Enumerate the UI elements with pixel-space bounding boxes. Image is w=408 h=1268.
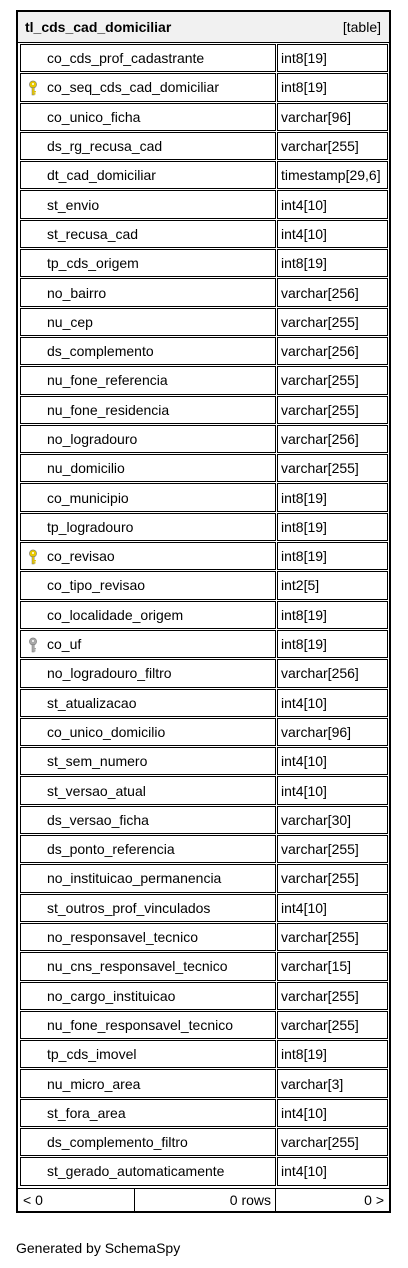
column-list: [18, 43, 389, 1188]
column-row: [20, 1040, 388, 1068]
column-row: [20, 659, 388, 687]
column-name: nu_micro_area: [47, 1075, 141, 1092]
column-name: co_uf: [47, 636, 82, 653]
column-name: ds_rg_recusa_cad: [47, 138, 163, 155]
column-name: co_revisao: [47, 548, 115, 565]
column-row: [20, 161, 388, 189]
column-row: [20, 190, 388, 218]
column-type: varchar[255]: [277, 366, 388, 394]
column-name: nu_fone_referencia: [47, 372, 168, 389]
column-name: tp_logradouro: [47, 518, 134, 535]
column-name: st_fora_area: [47, 1104, 126, 1121]
column-name-cell: [20, 366, 276, 394]
column-row: [20, 278, 388, 306]
column-row: [20, 835, 388, 863]
column-name: no_cargo_instituicao: [47, 987, 176, 1004]
column-name: st_gerado_automaticamente: [47, 1163, 225, 1180]
column-row: [20, 366, 388, 394]
column-name: st_versao_atual: [47, 782, 146, 799]
column-name: nu_fone_residencia: [47, 401, 170, 418]
column-row: [20, 103, 388, 131]
column-type: varchar[3]: [277, 1069, 388, 1097]
column-name: ds_versao_ficha: [47, 811, 149, 828]
column-name: ds_ponto_referencia: [47, 841, 175, 858]
column-row: [20, 894, 388, 922]
column-row: [20, 571, 388, 599]
column-name-cell: [20, 659, 276, 687]
column-name-cell: [20, 630, 276, 658]
column-type: int8[19]: [277, 601, 388, 629]
column-name-cell: [20, 278, 276, 306]
column-type: varchar[255]: [277, 132, 388, 160]
column-type: varchar[255]: [277, 308, 388, 336]
column-row: [20, 1011, 388, 1039]
column-name: no_bairro: [47, 284, 107, 301]
primary-key-icon: [27, 549, 41, 565]
column-name: tp_cds_imovel: [47, 1046, 137, 1063]
column-type: int4[10]: [277, 689, 388, 717]
column-name-cell: [20, 601, 276, 629]
column-name: tp_cds_origem: [47, 255, 139, 272]
column-name-cell: [20, 73, 276, 101]
column-name: dt_cad_domiciliar: [47, 167, 156, 184]
column-name-cell: [20, 1040, 276, 1068]
column-name: nu_cep: [47, 313, 93, 330]
column-name: no_logradouro: [47, 431, 138, 447]
column-type: varchar[30]: [277, 806, 388, 834]
column-type: varchar[255]: [277, 396, 388, 424]
column-name-cell: [20, 542, 276, 570]
table-header: [18, 12, 389, 43]
column-type: varchar[255]: [277, 1128, 388, 1156]
column-type: int8[19]: [277, 630, 388, 658]
column-row: [20, 308, 388, 336]
column-name-cell: [20, 337, 276, 365]
column-row: [20, 952, 388, 980]
column-row: [20, 1128, 388, 1156]
column-type: varchar[96]: [277, 718, 388, 746]
column-name-cell: [20, 132, 276, 160]
column-row: [20, 542, 388, 570]
column-name-cell: [20, 249, 276, 277]
column-type: int4[10]: [277, 894, 388, 922]
table-name: tl_cds_cad_domiciliar: [25, 19, 172, 35]
column-row: [20, 220, 388, 248]
column-type: int4[10]: [277, 747, 388, 775]
column-type: int4[10]: [277, 1157, 388, 1185]
column-type: varchar[255]: [277, 864, 388, 892]
column-type: varchar[256]: [277, 337, 388, 365]
column-name: ds_complemento: [47, 343, 154, 360]
column-name-cell: [20, 1157, 276, 1185]
column-type: varchar[255]: [277, 982, 388, 1010]
column-name-cell: [20, 44, 276, 72]
column-type: int4[10]: [277, 190, 388, 218]
column-type: int2[5]: [277, 571, 388, 599]
column-row: [20, 44, 388, 72]
column-row: [20, 1099, 388, 1127]
column-name-cell: [20, 1069, 276, 1097]
column-row: [20, 982, 388, 1010]
column-row: [20, 425, 388, 453]
column-type: int8[19]: [277, 73, 388, 101]
column-name: co_cds_prof_cadastrante: [47, 50, 205, 67]
column-name: nu_domicilio: [47, 460, 125, 477]
column-type: int4[10]: [277, 220, 388, 248]
column-name: co_localidade_origem: [47, 606, 184, 623]
column-name-cell: [20, 1099, 276, 1127]
column-row: [20, 630, 388, 658]
column-row: [20, 337, 388, 365]
column-name-cell: [20, 190, 276, 218]
primary-key-icon: [27, 80, 41, 96]
table-kind: [table]: [342, 19, 381, 35]
column-name: st_sem_numero: [47, 753, 148, 770]
column-row: [20, 73, 388, 101]
column-name: nu_fone_responsavel_tecnico: [47, 1016, 234, 1033]
column-name-cell: [20, 835, 276, 863]
column-name-cell: [20, 806, 276, 834]
column-type: int8[19]: [277, 1040, 388, 1068]
column-name: nu_cns_responsavel_tecnico: [47, 958, 228, 975]
column-name-cell: [20, 308, 276, 336]
column-name-cell: [20, 425, 276, 453]
column-name: co_seq_cds_cad_domiciliar: [47, 79, 219, 96]
column-name-cell: [20, 923, 276, 951]
column-type: varchar[15]: [277, 952, 388, 980]
column-row: [20, 718, 388, 746]
column-row: [20, 776, 388, 804]
column-type: varchar[256]: [277, 425, 388, 453]
column-type: int4[10]: [277, 776, 388, 804]
footer-rows: 0 rows: [135, 1189, 276, 1211]
column-row: [20, 864, 388, 892]
foreign-key-icon: [27, 637, 41, 653]
column-name: co_unico_domicilio: [47, 723, 166, 740]
column-name-cell: [20, 103, 276, 131]
column-type: varchar[255]: [277, 923, 388, 951]
column-name: no_responsavel_tecnico: [47, 929, 198, 946]
column-row: [20, 513, 388, 541]
column-name: co_municipio: [47, 489, 129, 506]
column-name-cell: [20, 396, 276, 424]
column-name: st_outros_prof_vinculados: [47, 899, 211, 916]
column-name-cell: [20, 483, 276, 511]
column-type: varchar[96]: [277, 103, 388, 131]
column-name-cell: [20, 776, 276, 804]
column-type: varchar[255]: [277, 1011, 388, 1039]
column-row: [20, 806, 388, 834]
column-type: int8[19]: [277, 542, 388, 570]
column-name-cell: [20, 689, 276, 717]
column-row: [20, 923, 388, 951]
table-box: [16, 10, 391, 1213]
column-name-cell: [20, 952, 276, 980]
footer-left: < 0: [18, 1189, 135, 1211]
column-name-cell: [20, 864, 276, 892]
column-type: varchar[256]: [277, 278, 388, 306]
column-row: [20, 601, 388, 629]
column-name: st_envio: [47, 196, 100, 213]
column-name: no_logradouro_filtro: [47, 665, 172, 682]
column-name-cell: [20, 718, 276, 746]
column-name: st_atualizacao: [47, 694, 137, 711]
column-type: int8[19]: [277, 44, 388, 72]
column-row: [20, 396, 388, 424]
column-type: int8[19]: [277, 249, 388, 277]
column-name-cell: [20, 982, 276, 1010]
column-name: ds_complemento_filtro: [47, 1134, 188, 1151]
column-name-cell: [20, 220, 276, 248]
column-row: [20, 454, 388, 482]
column-name-cell: [20, 1011, 276, 1039]
column-name: co_unico_ficha: [47, 108, 141, 125]
column-type: int8[19]: [277, 513, 388, 541]
column-name-cell: [20, 513, 276, 541]
column-name-cell: [20, 454, 276, 482]
column-name: no_instituicao_permanencia: [47, 870, 222, 887]
column-name-cell: [20, 747, 276, 775]
column-row: [20, 747, 388, 775]
column-row: [20, 1157, 388, 1185]
column-name-cell: [20, 161, 276, 189]
table-footer: [18, 1188, 389, 1211]
column-row: [20, 1069, 388, 1097]
column-name-cell: [20, 571, 276, 599]
column-row: [20, 132, 388, 160]
column-name: co_tipo_revisao: [47, 577, 146, 594]
column-type: int8[19]: [277, 483, 388, 511]
column-row: [20, 689, 388, 717]
column-name: st_recusa_cad: [47, 225, 139, 242]
column-name-cell: [20, 894, 276, 922]
column-type: varchar[255]: [277, 454, 388, 482]
column-name-cell: [20, 1128, 276, 1156]
credit-text: Generated by SchemaSpy: [16, 1240, 181, 1256]
column-type: varchar[256]: [277, 659, 388, 687]
column-type: timestamp[29,6]: [277, 161, 388, 189]
column-row: [20, 249, 388, 277]
footer-right: 0 >: [364, 1191, 384, 1208]
column-type: varchar[255]: [277, 835, 388, 863]
column-row: [20, 483, 388, 511]
column-type: int4[10]: [277, 1099, 388, 1127]
